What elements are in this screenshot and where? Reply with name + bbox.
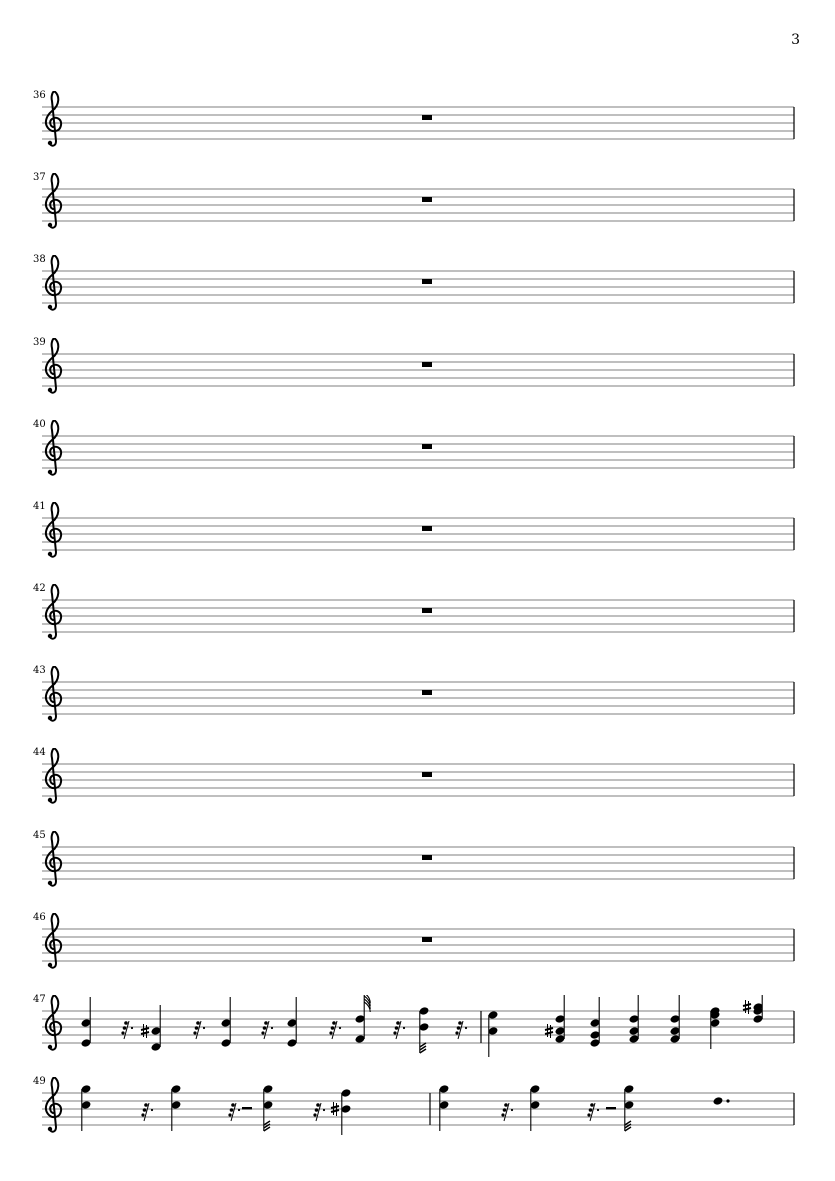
measure-number: 36 [33, 90, 46, 101]
staff-system [0, 1077, 835, 1147]
whole-rest-icon [422, 937, 432, 942]
staff-system [0, 255, 835, 325]
staff-system [0, 831, 835, 901]
sixteenth-rest-icon [228, 1103, 240, 1121]
whole-rest-icon [422, 444, 432, 449]
staff-system [0, 338, 835, 408]
treble-clef-icon [46, 748, 61, 803]
sharp-icon [141, 1024, 149, 1038]
whole-rest-icon [422, 115, 432, 120]
sixteenth-rest-icon [141, 1103, 153, 1121]
staff [0, 420, 835, 490]
staff [0, 913, 835, 983]
staff [0, 173, 835, 243]
treble-clef-icon [46, 502, 61, 557]
staff [0, 1077, 835, 1147]
sixteenth-rest-icon [455, 1021, 467, 1039]
sharp-icon [545, 1024, 553, 1038]
measure-number: 43 [33, 665, 46, 676]
whole-rest-icon [422, 279, 432, 284]
staff-system [0, 173, 835, 243]
measure-number: 49 [33, 1076, 46, 1087]
treble-clef-icon [46, 831, 61, 886]
treble-clef-icon [46, 1077, 61, 1132]
treble-clef-icon [46, 173, 61, 228]
staff [0, 255, 835, 325]
page-number: 3 [791, 32, 800, 48]
measure-number: 37 [33, 172, 46, 183]
staff [0, 748, 835, 818]
sixteenth-rest-icon [193, 1021, 205, 1039]
staff-system [0, 91, 835, 161]
measure-number: 41 [33, 501, 46, 512]
measure-number: 46 [33, 912, 46, 923]
whole-rest-icon [422, 690, 432, 695]
measure-number: 42 [33, 583, 46, 594]
treble-clef-icon [46, 913, 61, 968]
sixteenth-rest-icon [587, 1103, 599, 1121]
treble-clef-icon [46, 584, 61, 639]
whole-rest-icon [422, 772, 432, 777]
measure-number: 40 [33, 419, 46, 430]
sixteenth-rest-icon [121, 1021, 133, 1039]
staff-system [0, 502, 835, 572]
staff-system [0, 995, 835, 1065]
treble-clef-icon [46, 420, 61, 475]
treble-clef-icon [46, 91, 61, 146]
sharp-icon [743, 1000, 751, 1014]
staff-system [0, 420, 835, 490]
sixteenth-rest-icon [313, 1103, 325, 1121]
whole-rest-icon [422, 197, 432, 202]
staff [0, 995, 835, 1065]
half-rest-icon [242, 1107, 252, 1110]
notehead [713, 1096, 724, 1106]
treble-clef-icon [46, 338, 61, 393]
staff-system [0, 666, 835, 736]
treble-clef-icon [46, 255, 61, 310]
whole-rest-icon [422, 362, 432, 367]
staff-system [0, 913, 835, 983]
sixteenth-rest-icon [329, 1021, 341, 1039]
measure-number: 44 [33, 747, 46, 758]
staff [0, 502, 835, 572]
measure-number: 39 [33, 337, 46, 348]
measure-number: 47 [33, 994, 46, 1005]
staff [0, 338, 835, 408]
half-rest-icon [606, 1107, 616, 1110]
staff [0, 666, 835, 736]
sixteenth-rest-icon [261, 1021, 273, 1039]
staff [0, 831, 835, 901]
staff [0, 91, 835, 161]
measure-number: 45 [33, 830, 46, 841]
staff-system [0, 584, 835, 654]
measure-number: 38 [33, 254, 46, 265]
sixteenth-rest-icon [393, 1021, 405, 1039]
sixteenth-rest-icon [501, 1103, 513, 1121]
whole-rest-icon [422, 526, 432, 531]
treble-clef-icon [46, 995, 61, 1050]
treble-clef-icon [46, 666, 61, 721]
whole-rest-icon [422, 608, 432, 613]
staff [0, 584, 835, 654]
whole-rest-icon [422, 855, 432, 860]
staff-system [0, 748, 835, 818]
